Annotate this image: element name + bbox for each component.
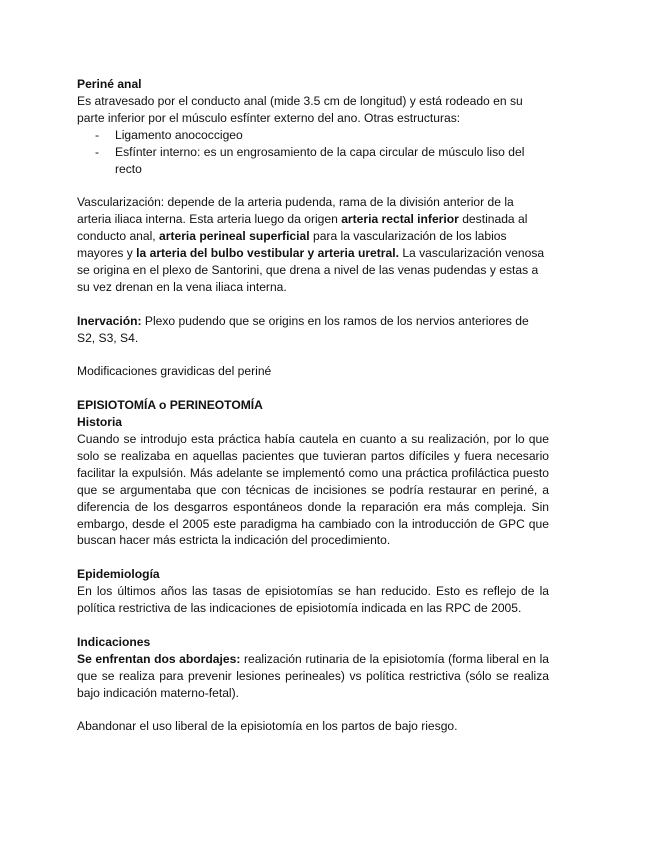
inervacion-label: Inervación: [77, 313, 142, 328]
heading-indicaciones: Indicaciones [77, 634, 151, 649]
heading-episiotomia: EPISIOTOMÍA o PERINEOTOMÍA [77, 398, 263, 413]
perine-anal-intro: Es atravesado por el conducto anal (mide 3.5 cm de longitud) y está rodeado en su parte inferior por el músculo esfínter externo del ano. Otras estructuras: [77, 93, 523, 125]
modificaciones-line: Modificaciones gravidicas del periné [77, 364, 272, 379]
vascularizacion-paragraph [77, 194, 549, 295]
heading-historia: Historia [77, 415, 123, 430]
list-item-text: Esfínter interno: es un engrosamiento de la capa circular de músculo liso del recto [115, 144, 525, 176]
historia-paragraph: Cuando se introdujo esta práctica había cautela en cuanto a su realización, por lo que solo se realizaba en aquellas pacientes que tuvieran partos difíciles y fuera necesario facilitar la expulsión. Más adelante se implementó como una práctica profiláctica puesto que se argumentaba que con técnicas de incisiones se podría restaurar en periné, a diferencia de los desgarros espontáneos donde la reparación era más compleja. Sin embargo, desde el 2005 este paradigma ha cambiado con la introducción de GPC que buscan hacer más estricta la indicación del procedimiento. [77, 431, 549, 548]
vasc-text-1: Vascularización: depende de la arteria pudenda, rama de la división anterior de la arteria iliaca interna. Esta arteria luego da origen [77, 195, 514, 227]
inervacion-paragraph [77, 313, 549, 347]
heading-perine-anal: Periné anal [77, 77, 142, 91]
vasc-bold-bulbo: la arteria del bulbo vestibular y arteria uretral. [136, 246, 399, 261]
vasc-text-2: destinada al conducto anal, [77, 212, 528, 244]
list-item-text: Ligamento anococcigeo [115, 127, 243, 142]
list-item [77, 127, 549, 144]
heading-epidemiologia: Epidemiología [77, 567, 160, 582]
inervacion-text: Plexo pudendo que se origins en los ramos de los nervios anteriores de S2, S3, S4. [77, 313, 529, 345]
dash-bullet: - [95, 144, 100, 159]
document-body [77, 76, 549, 735]
vasc-bold-perineal: arteria perineal superficial [159, 229, 310, 244]
abordajes-text: realización rutinaria de la episiotomía (forma liberal en la que se realiza para prevenir lesiones perineales) vs política restrictiva (sólo se realiza bajo indicación materno-fetal). [77, 651, 549, 700]
epidemiologia-paragraph: En los últimos años las tasas de episiotomías se han reducido. Esto es reflejo de la política restrictiva de las indicaciones de episiotomía indicada en las RPC de 2005. [77, 584, 549, 616]
abordajes-paragraph [77, 651, 549, 702]
perine-anal-structures-list [77, 127, 549, 178]
list-item [77, 144, 549, 178]
dash-bullet: - [95, 127, 100, 142]
abordajes-label: Se enfrentan dos abordajes: [77, 651, 241, 666]
vasc-text-4: La vascularización venosa se origina en el plexo de Santorini, que drena a nivel de las venas pudendas y estas a su vez drenan en la vena iliaca interna. [77, 246, 545, 294]
abandonar-line: Abandonar el uso liberal de la episiotomía en los partos de bajo riesgo. [77, 719, 458, 734]
vasc-bold-rectal: arteria rectal inferior [341, 212, 459, 227]
vasc-text-3: para la vascularización de los labios mayores y [77, 229, 507, 261]
